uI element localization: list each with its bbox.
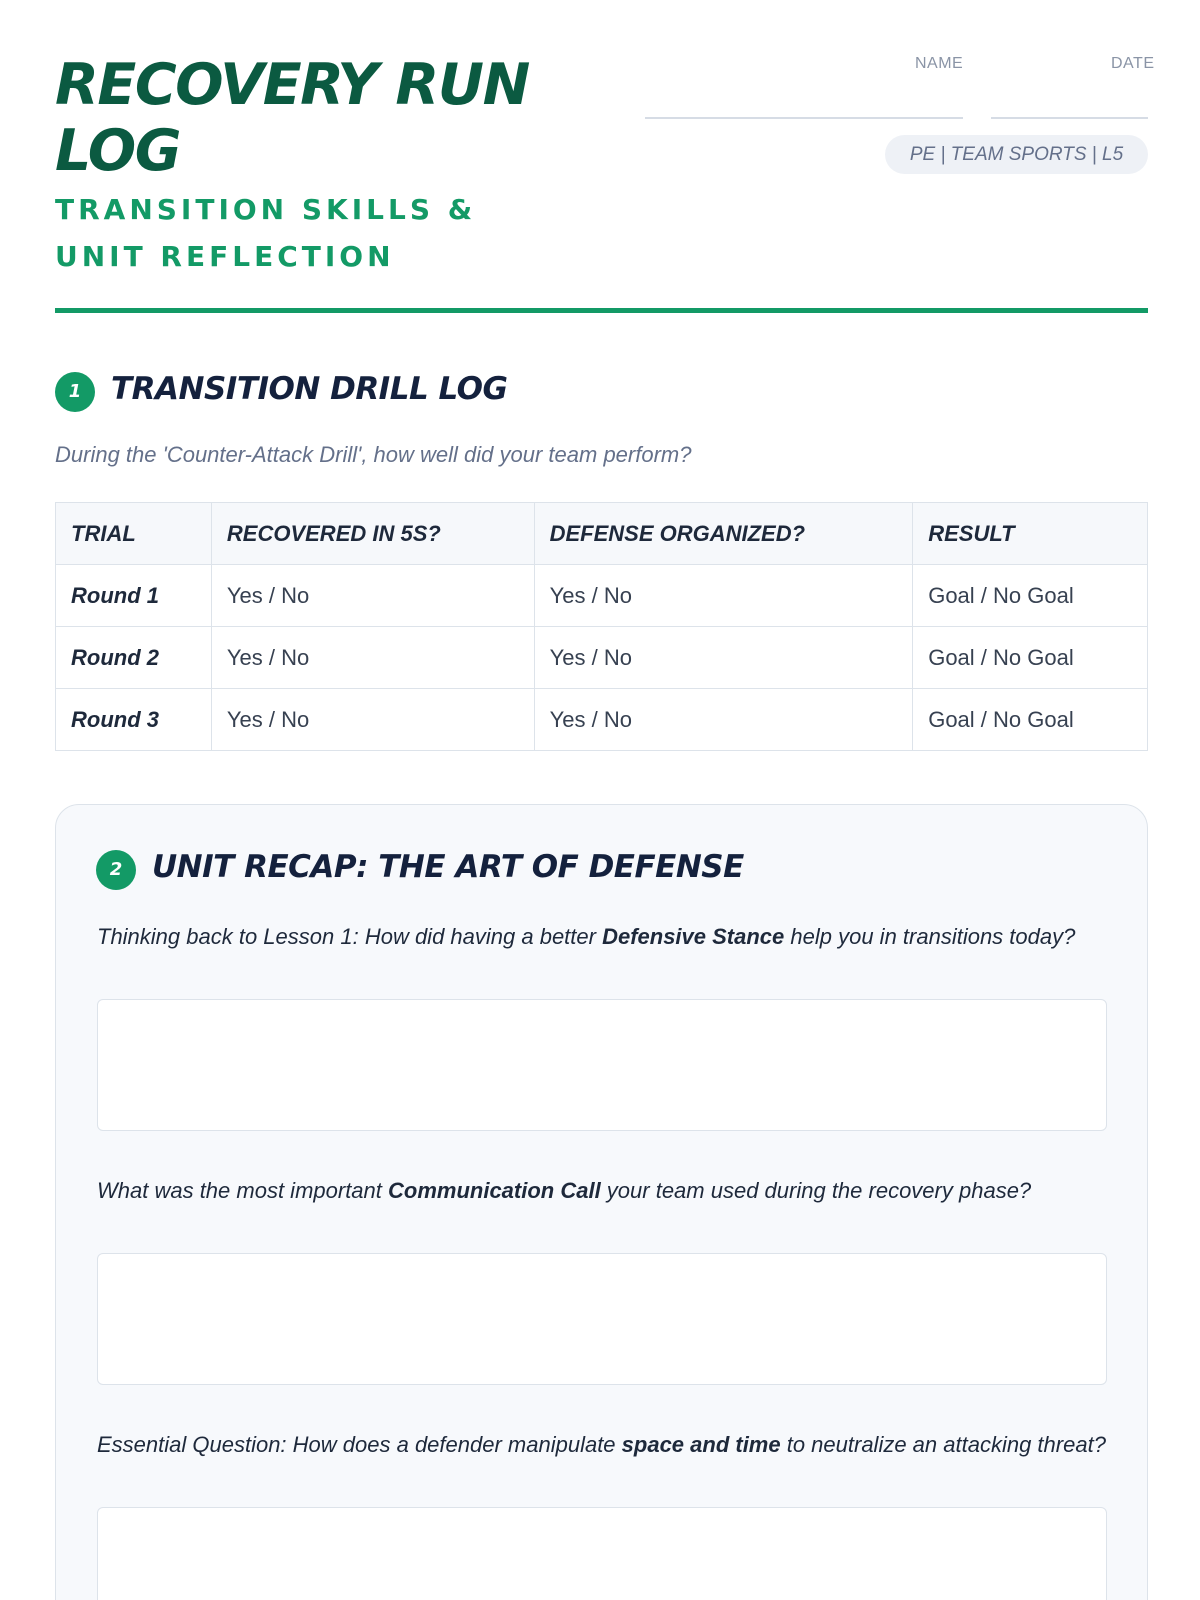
- answer-box-2[interactable]: [97, 1253, 1107, 1385]
- section-number-badge: 1: [55, 372, 95, 412]
- question-1: Thinking back to Lesson 1: How did having a better Defensive Stance help you in transitions today?: [97, 924, 1076, 949]
- table-cell: Round 2: [56, 627, 212, 689]
- column-header: TRIAL: [56, 503, 212, 565]
- table-row: [56, 689, 1148, 751]
- table-cell[interactable]: Goal / No Goal: [913, 689, 1148, 751]
- section-number-badge: 2: [96, 850, 136, 890]
- name-field[interactable]: [645, 117, 963, 119]
- section-title: TRANSITION DRILL LOG: [111, 371, 508, 407]
- column-header: RESULT: [913, 503, 1148, 565]
- table-cell[interactable]: Goal / No Goal: [913, 627, 1148, 689]
- table-cell[interactable]: Yes / No: [534, 627, 913, 689]
- table-cell: Round 1: [56, 565, 212, 627]
- section-title: UNIT RECAP: THE ART OF DEFENSE: [152, 849, 744, 885]
- table-cell[interactable]: Yes / No: [211, 627, 534, 689]
- table-cell[interactable]: Yes / No: [211, 565, 534, 627]
- drill-table: [55, 502, 1148, 751]
- course-tag: PE | TEAM SPORTS | L5: [885, 135, 1148, 174]
- date-field[interactable]: [991, 117, 1148, 119]
- page-title: RECOVERY RUN LOG: [55, 52, 529, 184]
- table-row: [56, 565, 1148, 627]
- page-subtitle: TRANSITION SKILLS & UNIT REFLECTION: [55, 193, 477, 273]
- date-label: DATE: [1111, 55, 1155, 72]
- table-header-row: [56, 503, 1148, 565]
- table-cell[interactable]: Yes / No: [534, 565, 913, 627]
- answer-box-1[interactable]: [97, 999, 1107, 1131]
- table-row: [56, 627, 1148, 689]
- table-cell: Round 3: [56, 689, 212, 751]
- column-header: RECOVERED IN 5S?: [211, 503, 534, 565]
- question-3: Essential Question: How does a defender manipulate space and time to neutralize an attacking threat?: [97, 1432, 1106, 1457]
- question-2: What was the most important Communication Call your team used during the recovery phase?: [97, 1178, 1032, 1203]
- table-cell[interactable]: Yes / No: [211, 689, 534, 751]
- name-label: NAME: [915, 55, 964, 72]
- section-prompt: During the 'Counter-Attack Drill', how well did your team perform?: [55, 442, 692, 467]
- answer-box-3[interactable]: [97, 1507, 1107, 1600]
- column-header: DEFENSE ORGANIZED?: [534, 503, 913, 565]
- header-divider: [55, 308, 1148, 313]
- table-cell[interactable]: Goal / No Goal: [913, 565, 1148, 627]
- table-cell[interactable]: Yes / No: [534, 689, 913, 751]
